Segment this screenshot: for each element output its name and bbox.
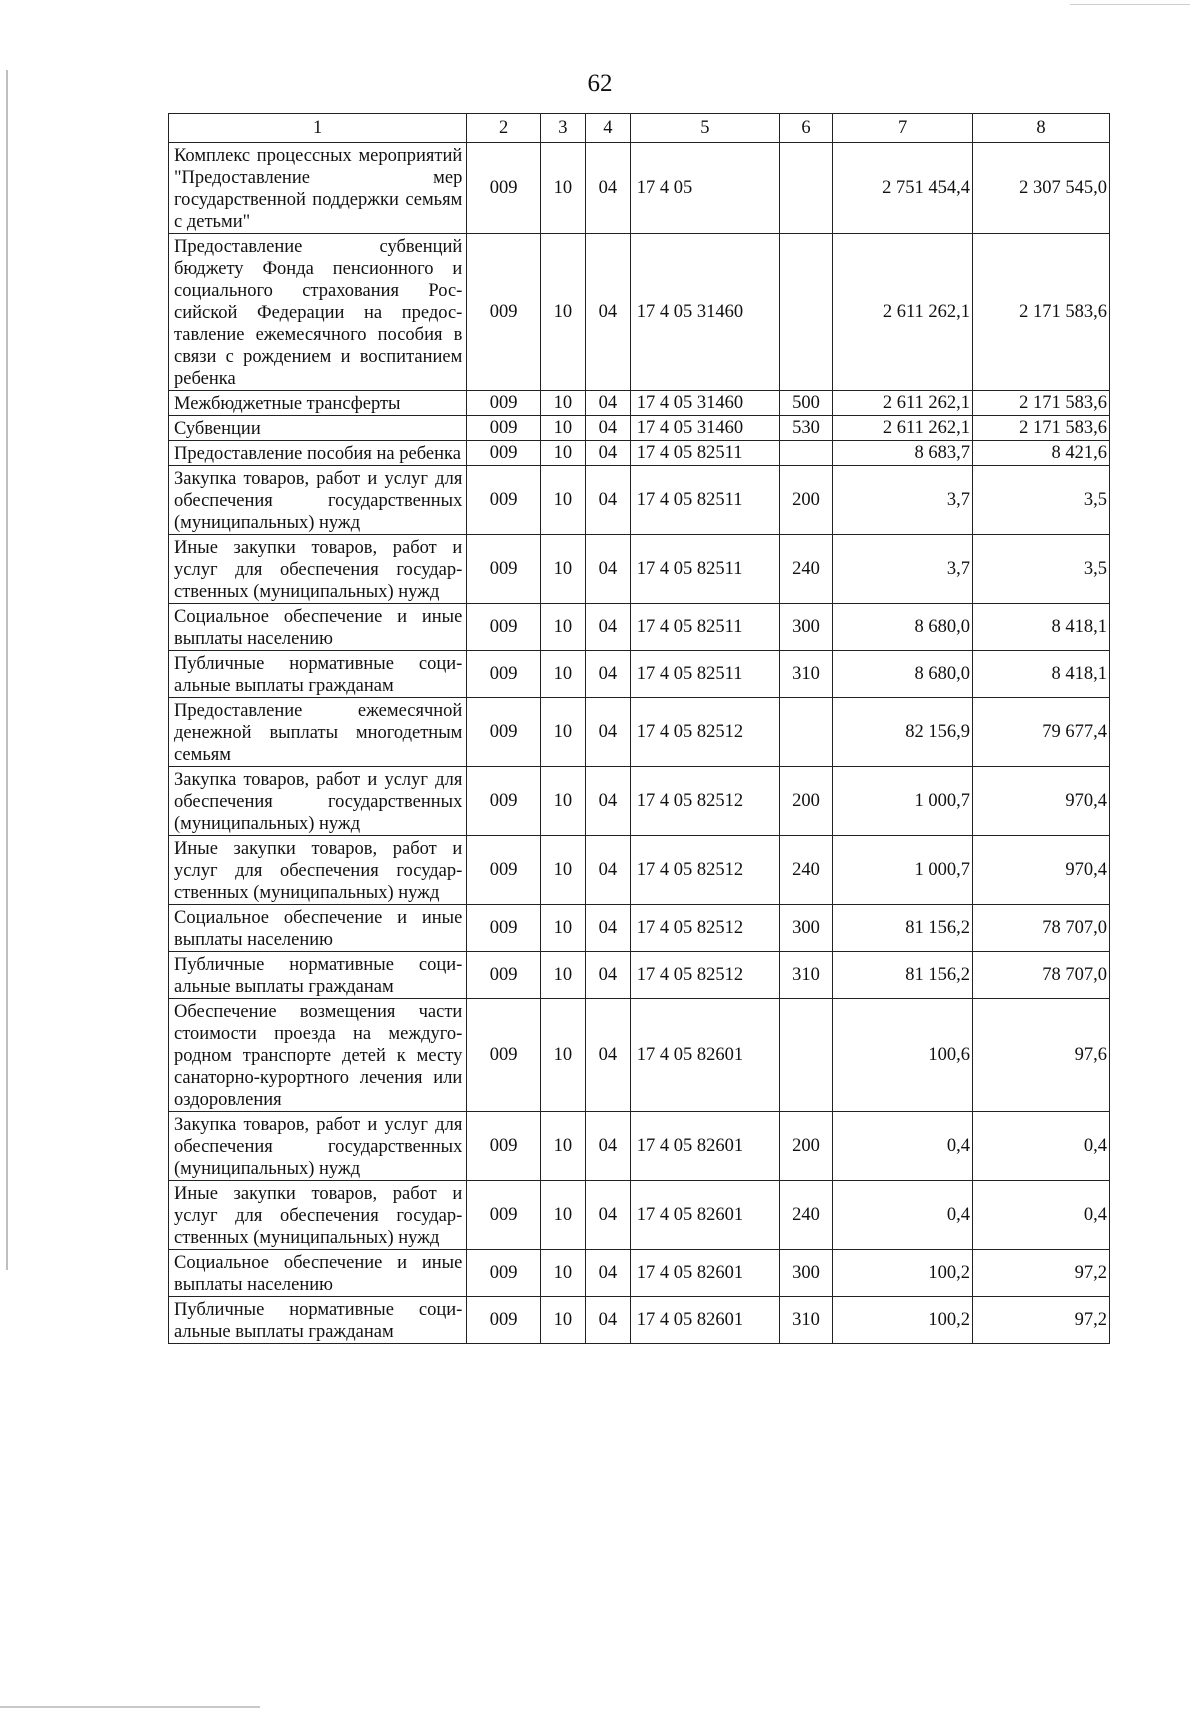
column-header: 5 bbox=[630, 114, 779, 143]
row-description: Социальное обеспечение и иные выплаты населению bbox=[169, 604, 467, 651]
cell-amount-col7: 2 611 262,1 bbox=[833, 416, 973, 441]
table-row bbox=[169, 1297, 1110, 1344]
column-header: 2 bbox=[467, 114, 541, 143]
column-header: 4 bbox=[585, 114, 630, 143]
cell-expense-type bbox=[779, 698, 832, 767]
cell-expense-type: 240 bbox=[779, 535, 832, 604]
cell-section-code: 10 bbox=[540, 767, 585, 836]
cell-ministry-code: 009 bbox=[467, 1181, 541, 1250]
cell-section-code: 10 bbox=[540, 143, 585, 234]
cell-subsection-code: 04 bbox=[585, 767, 630, 836]
cell-section-code: 10 bbox=[540, 836, 585, 905]
cell-amount-col8: 78 707,0 bbox=[973, 905, 1110, 952]
cell-target-article: 17 4 05 82512 bbox=[630, 698, 779, 767]
row-description: Публичные нормативные социальные выплаты гражданам bbox=[169, 651, 467, 698]
cell-section-code: 10 bbox=[540, 651, 585, 698]
cell-target-article: 17 4 05 82601 bbox=[630, 1297, 779, 1344]
cell-amount-col8: 0,4 bbox=[973, 1112, 1110, 1181]
cell-section-code: 10 bbox=[540, 1250, 585, 1297]
cell-target-article: 17 4 05 82512 bbox=[630, 767, 779, 836]
cell-expense-type: 240 bbox=[779, 836, 832, 905]
cell-amount-col8: 970,4 bbox=[973, 836, 1110, 905]
cell-amount-col8: 78 707,0 bbox=[973, 952, 1110, 999]
row-description: Закупка товаров, работ и услуг для обеспечения государственных (муниципальных) нужд bbox=[169, 466, 467, 535]
cell-section-code: 10 bbox=[540, 698, 585, 767]
budget-table bbox=[168, 113, 1110, 1344]
cell-ministry-code: 009 bbox=[467, 1250, 541, 1297]
cell-expense-type: 200 bbox=[779, 1112, 832, 1181]
table-row bbox=[169, 604, 1110, 651]
cell-subsection-code: 04 bbox=[585, 535, 630, 604]
column-header: 7 bbox=[833, 114, 973, 143]
cell-section-code: 10 bbox=[540, 391, 585, 416]
cell-amount-col7: 0,4 bbox=[833, 1112, 973, 1181]
cell-subsection-code: 04 bbox=[585, 651, 630, 698]
cell-ministry-code: 009 bbox=[467, 416, 541, 441]
table-row bbox=[169, 952, 1110, 999]
cell-subsection-code: 04 bbox=[585, 1297, 630, 1344]
cell-amount-col7: 81 156,2 bbox=[833, 905, 973, 952]
cell-target-article: 17 4 05 82511 bbox=[630, 604, 779, 651]
cell-target-article: 17 4 05 82511 bbox=[630, 651, 779, 698]
table-row bbox=[169, 836, 1110, 905]
cell-expense-type bbox=[779, 999, 832, 1112]
cell-section-code: 10 bbox=[540, 999, 585, 1112]
cell-amount-col7: 1 000,7 bbox=[833, 767, 973, 836]
cell-amount-col8: 8 418,1 bbox=[973, 604, 1110, 651]
scan-edge-mark bbox=[1070, 4, 1190, 5]
cell-ministry-code: 009 bbox=[467, 999, 541, 1112]
cell-amount-col7: 81 156,2 bbox=[833, 952, 973, 999]
cell-section-code: 10 bbox=[540, 1297, 585, 1344]
cell-target-article: 17 4 05 82512 bbox=[630, 952, 779, 999]
cell-amount-col8: 970,4 bbox=[973, 767, 1110, 836]
table-row bbox=[169, 143, 1110, 234]
cell-amount-col7: 100,2 bbox=[833, 1297, 973, 1344]
cell-target-article: 17 4 05 31460 bbox=[630, 234, 779, 391]
table-row bbox=[169, 234, 1110, 391]
cell-amount-col7: 2 611 262,1 bbox=[833, 234, 973, 391]
cell-amount-col8: 0,4 bbox=[973, 1181, 1110, 1250]
scan-edge-mark bbox=[0, 1706, 260, 1708]
row-description: Социальное обеспечение и иные выплаты населению bbox=[169, 1250, 467, 1297]
cell-amount-col7: 82 156,9 bbox=[833, 698, 973, 767]
table-row bbox=[169, 535, 1110, 604]
cell-target-article: 17 4 05 82512 bbox=[630, 836, 779, 905]
cell-amount-col7: 8 680,0 bbox=[833, 604, 973, 651]
cell-amount-col8: 2 171 583,6 bbox=[973, 391, 1110, 416]
cell-expense-type: 240 bbox=[779, 1181, 832, 1250]
cell-section-code: 10 bbox=[540, 952, 585, 999]
table-row bbox=[169, 905, 1110, 952]
cell-amount-col7: 3,7 bbox=[833, 535, 973, 604]
cell-subsection-code: 04 bbox=[585, 234, 630, 391]
cell-amount-col8: 2 171 583,6 bbox=[973, 416, 1110, 441]
table-row bbox=[169, 1112, 1110, 1181]
table-row bbox=[169, 416, 1110, 441]
row-description: Предоставление пособия на ребенка bbox=[169, 441, 467, 466]
cell-ministry-code: 009 bbox=[467, 466, 541, 535]
cell-subsection-code: 04 bbox=[585, 952, 630, 999]
cell-amount-col7: 8 683,7 bbox=[833, 441, 973, 466]
cell-section-code: 10 bbox=[540, 905, 585, 952]
table-row bbox=[169, 1181, 1110, 1250]
cell-expense-type bbox=[779, 143, 832, 234]
cell-ministry-code: 009 bbox=[467, 1112, 541, 1181]
cell-subsection-code: 04 bbox=[585, 999, 630, 1112]
cell-amount-col8: 79 677,4 bbox=[973, 698, 1110, 767]
cell-subsection-code: 04 bbox=[585, 1181, 630, 1250]
cell-ministry-code: 009 bbox=[467, 651, 541, 698]
row-description: Комплекс процессных мероприятий "Предоставление мер государственной поддержки семьям с детьми" bbox=[169, 143, 467, 234]
cell-subsection-code: 04 bbox=[585, 905, 630, 952]
cell-expense-type: 300 bbox=[779, 905, 832, 952]
cell-expense-type: 500 bbox=[779, 391, 832, 416]
cell-ministry-code: 009 bbox=[467, 905, 541, 952]
cell-expense-type: 310 bbox=[779, 952, 832, 999]
cell-amount-col7: 100,6 bbox=[833, 999, 973, 1112]
cell-subsection-code: 04 bbox=[585, 1112, 630, 1181]
cell-amount-col7: 2 611 262,1 bbox=[833, 391, 973, 416]
row-description: Публичные нормативные социальные выплаты гражданам bbox=[169, 952, 467, 999]
cell-expense-type: 310 bbox=[779, 651, 832, 698]
cell-target-article: 17 4 05 82512 bbox=[630, 905, 779, 952]
cell-ministry-code: 009 bbox=[467, 234, 541, 391]
cell-subsection-code: 04 bbox=[585, 604, 630, 651]
table-row bbox=[169, 391, 1110, 416]
cell-target-article: 17 4 05 82511 bbox=[630, 441, 779, 466]
column-header: 3 bbox=[540, 114, 585, 143]
row-description: Обеспечение возмещения части стоимости проезда на междугородном транспорте детей к месту санаторно-курортного лечения или оздоровления bbox=[169, 999, 467, 1112]
column-header: 8 bbox=[973, 114, 1110, 143]
cell-amount-col8: 8 418,1 bbox=[973, 651, 1110, 698]
cell-section-code: 10 bbox=[540, 1112, 585, 1181]
cell-subsection-code: 04 bbox=[585, 698, 630, 767]
cell-target-article: 17 4 05 bbox=[630, 143, 779, 234]
page-number: 62 bbox=[587, 70, 613, 97]
cell-amount-col8: 97,2 bbox=[973, 1250, 1110, 1297]
cell-target-article: 17 4 05 82601 bbox=[630, 1112, 779, 1181]
cell-amount-col7: 100,2 bbox=[833, 1250, 973, 1297]
row-description: Субвенции bbox=[169, 416, 467, 441]
cell-target-article: 17 4 05 31460 bbox=[630, 416, 779, 441]
cell-amount-col7: 2 751 454,4 bbox=[833, 143, 973, 234]
table-header-row bbox=[169, 114, 1110, 143]
cell-ministry-code: 009 bbox=[467, 391, 541, 416]
row-description: Публичные нормативные социальные выплаты гражданам bbox=[169, 1297, 467, 1344]
cell-subsection-code: 04 bbox=[585, 391, 630, 416]
cell-ministry-code: 009 bbox=[467, 143, 541, 234]
row-description: Иные закупки товаров, работ и услуг для обеспечения государственных (муниципальных) нужд bbox=[169, 1181, 467, 1250]
cell-section-code: 10 bbox=[540, 535, 585, 604]
cell-amount-col8: 3,5 bbox=[973, 535, 1110, 604]
cell-amount-col8: 97,2 bbox=[973, 1297, 1110, 1344]
table-row bbox=[169, 651, 1110, 698]
cell-amount-col7: 3,7 bbox=[833, 466, 973, 535]
cell-amount-col8: 2 307 545,0 bbox=[973, 143, 1110, 234]
table-row bbox=[169, 698, 1110, 767]
row-description: Закупка товаров, работ и услуг для обеспечения государственных (муниципальных) нужд bbox=[169, 767, 467, 836]
cell-expense-type: 200 bbox=[779, 767, 832, 836]
cell-section-code: 10 bbox=[540, 1181, 585, 1250]
cell-ministry-code: 009 bbox=[467, 441, 541, 466]
row-description: Предоставление ежемесячной денежной выплаты многодетным семьям bbox=[169, 698, 467, 767]
cell-ministry-code: 009 bbox=[467, 1297, 541, 1344]
cell-subsection-code: 04 bbox=[585, 466, 630, 535]
row-description: Закупка товаров, работ и услуг для обеспечения государственных (муниципальных) нужд bbox=[169, 1112, 467, 1181]
cell-section-code: 10 bbox=[540, 441, 585, 466]
cell-target-article: 17 4 05 82601 bbox=[630, 1181, 779, 1250]
cell-target-article: 17 4 05 82511 bbox=[630, 535, 779, 604]
cell-ministry-code: 009 bbox=[467, 604, 541, 651]
cell-expense-type: 200 bbox=[779, 466, 832, 535]
cell-section-code: 10 bbox=[540, 466, 585, 535]
cell-ministry-code: 009 bbox=[467, 836, 541, 905]
cell-subsection-code: 04 bbox=[585, 143, 630, 234]
column-header: 1 bbox=[169, 114, 467, 143]
cell-amount-col8: 3,5 bbox=[973, 466, 1110, 535]
cell-ministry-code: 009 bbox=[467, 698, 541, 767]
row-description: Иные закупки товаров, работ и услуг для обеспечения государственных (муниципальных) нужд bbox=[169, 836, 467, 905]
cell-subsection-code: 04 bbox=[585, 1250, 630, 1297]
cell-expense-type: 300 bbox=[779, 604, 832, 651]
cell-expense-type bbox=[779, 234, 832, 391]
cell-ministry-code: 009 bbox=[467, 767, 541, 836]
cell-expense-type: 310 bbox=[779, 1297, 832, 1344]
row-description: Иные закупки товаров, работ и услуг для обеспечения государственных (муниципальных) нужд bbox=[169, 535, 467, 604]
cell-section-code: 10 bbox=[540, 416, 585, 441]
table-row bbox=[169, 466, 1110, 535]
cell-target-article: 17 4 05 31460 bbox=[630, 391, 779, 416]
row-description: Межбюджетные трансферты bbox=[169, 391, 467, 416]
cell-ministry-code: 009 bbox=[467, 952, 541, 999]
scan-edge-mark bbox=[6, 70, 8, 1270]
cell-section-code: 10 bbox=[540, 604, 585, 651]
cell-target-article: 17 4 05 82511 bbox=[630, 466, 779, 535]
cell-ministry-code: 009 bbox=[467, 535, 541, 604]
row-description: Предоставление субвенций бюджету Фонда пенсионного и социального страхования Российской Федерации на предоставление ежемесячного пособия в связи с рождением и воспитанием ребенка bbox=[169, 234, 467, 391]
cell-amount-col7: 0,4 bbox=[833, 1181, 973, 1250]
cell-target-article: 17 4 05 82601 bbox=[630, 1250, 779, 1297]
row-description: Социальное обеспечение и иные выплаты населению bbox=[169, 905, 467, 952]
cell-expense-type: 530 bbox=[779, 416, 832, 441]
cell-amount-col8: 97,6 bbox=[973, 999, 1110, 1112]
cell-expense-type: 300 bbox=[779, 1250, 832, 1297]
cell-subsection-code: 04 bbox=[585, 416, 630, 441]
cell-expense-type bbox=[779, 441, 832, 466]
cell-section-code: 10 bbox=[540, 234, 585, 391]
cell-amount-col7: 1 000,7 bbox=[833, 836, 973, 905]
cell-subsection-code: 04 bbox=[585, 441, 630, 466]
cell-amount-col8: 8 421,6 bbox=[973, 441, 1110, 466]
table-row bbox=[169, 1250, 1110, 1297]
cell-amount-col7: 8 680,0 bbox=[833, 651, 973, 698]
column-header: 6 bbox=[779, 114, 832, 143]
table-row bbox=[169, 767, 1110, 836]
cell-amount-col8: 2 171 583,6 bbox=[973, 234, 1110, 391]
table-row bbox=[169, 441, 1110, 466]
cell-target-article: 17 4 05 82601 bbox=[630, 999, 779, 1112]
table-row bbox=[169, 999, 1110, 1112]
cell-subsection-code: 04 bbox=[585, 836, 630, 905]
